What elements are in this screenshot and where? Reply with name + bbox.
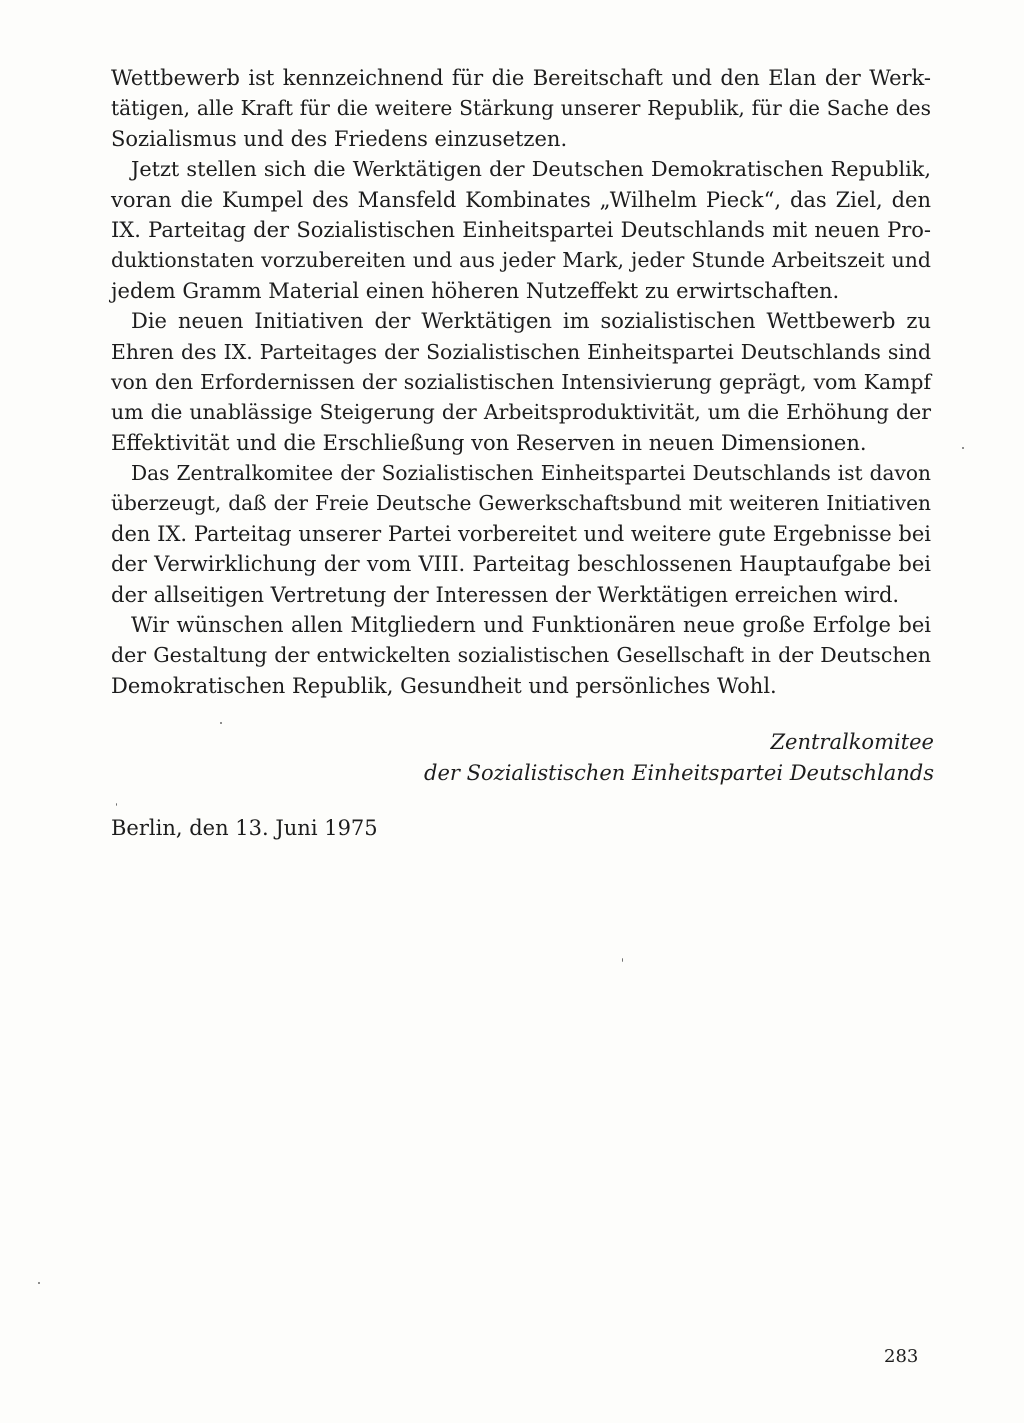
text-line: Effektivität und die Erschließung von Reserven in neuen Dimensionen. (111, 430, 867, 455)
text-line: um die unablässige Steigerung der Arbeitsproduktivität, um die Erhöhung der (111, 400, 931, 425)
text-line: überzeugt, daß der Freie Deutsche Gewerkschaftsbund mit weiteren Initiativen (111, 491, 931, 516)
body-text (111, 63, 931, 701)
text-line: tätigen, alle Kraft für die weitere Stärkung unserer Republik, für die Sache des (111, 96, 931, 121)
text-line: Wettbewerb ist kennzeichnend für die Bereitschaft und den Elan der Werk- (111, 66, 931, 90)
signature-line-1: Zentralkomitee (770, 730, 934, 754)
scan-speck (38, 1282, 40, 1284)
text-line: jedem Gramm Material einen höheren Nutzeffekt zu erwirtschaften. (111, 278, 840, 303)
text-line: der Verwirklichung der vom VIII. Parteitag beschlossenen Hauptaufgabe bei (111, 552, 931, 577)
text-line: der Gestaltung der entwickelten sozialistischen Gesellschaft in der Deutschen (111, 643, 931, 668)
page-number: 283 (884, 1346, 919, 1367)
text-line: den IX. Parteitag unserer Partei vorbereitet und weitere gute Ergebnisse bei (111, 521, 931, 546)
text-line: Demokratischen Republik, Gesundheit und persönliches Wohl. (111, 673, 777, 698)
text-line: Das Zentralkomitee der Sozialistischen Einheitspartei Deutschlands ist davon (131, 461, 931, 486)
text-line: IX. Parteitag der Sozialistischen Einheitspartei Deutschlands mit neuen Pro- (111, 217, 931, 242)
scan-speck (962, 447, 964, 449)
scan-speck (116, 803, 117, 806)
text-line: duktionstaten vorzubereiten und aus jeder Mark, jeder Stunde Arbeitszeit und (111, 248, 931, 273)
text-line: Wir wünschen allen Mitgliedern und Funktionären neue große Erfolge bei (131, 613, 931, 638)
scan-speck (622, 958, 623, 962)
text-line: Sozialismus und des Friedens einzusetzen. (111, 126, 568, 151)
text-line: Die neuen Initiativen der Werktätigen im sozialistischen Wettbewerb zu (131, 309, 931, 334)
scan-speck (220, 722, 222, 724)
date-line: Berlin, den 13. Juni 1975 (111, 816, 378, 840)
text-line: Ehren des IX. Parteitages der Sozialistischen Einheitspartei Deutschlands sind (111, 339, 931, 364)
signature-block (424, 727, 934, 788)
text-line: von den Erfordernissen der sozialistischen Intensivierung geprägt, vom Kampf (111, 369, 931, 394)
text-line: voran die Kumpel des Mansfeld Kombinates „Wilhelm Pieck“, das Ziel, den (111, 187, 931, 212)
signature-line-2: der Sozialistischen Einheitspartei Deutschlands (424, 760, 934, 785)
text-line: Jetzt stellen sich die Werktätigen der Deutschen Demokratischen Republik, (131, 157, 931, 182)
text-line: der allseitigen Vertretung der Interessen der Werktätigen erreichen wird. (111, 582, 900, 607)
